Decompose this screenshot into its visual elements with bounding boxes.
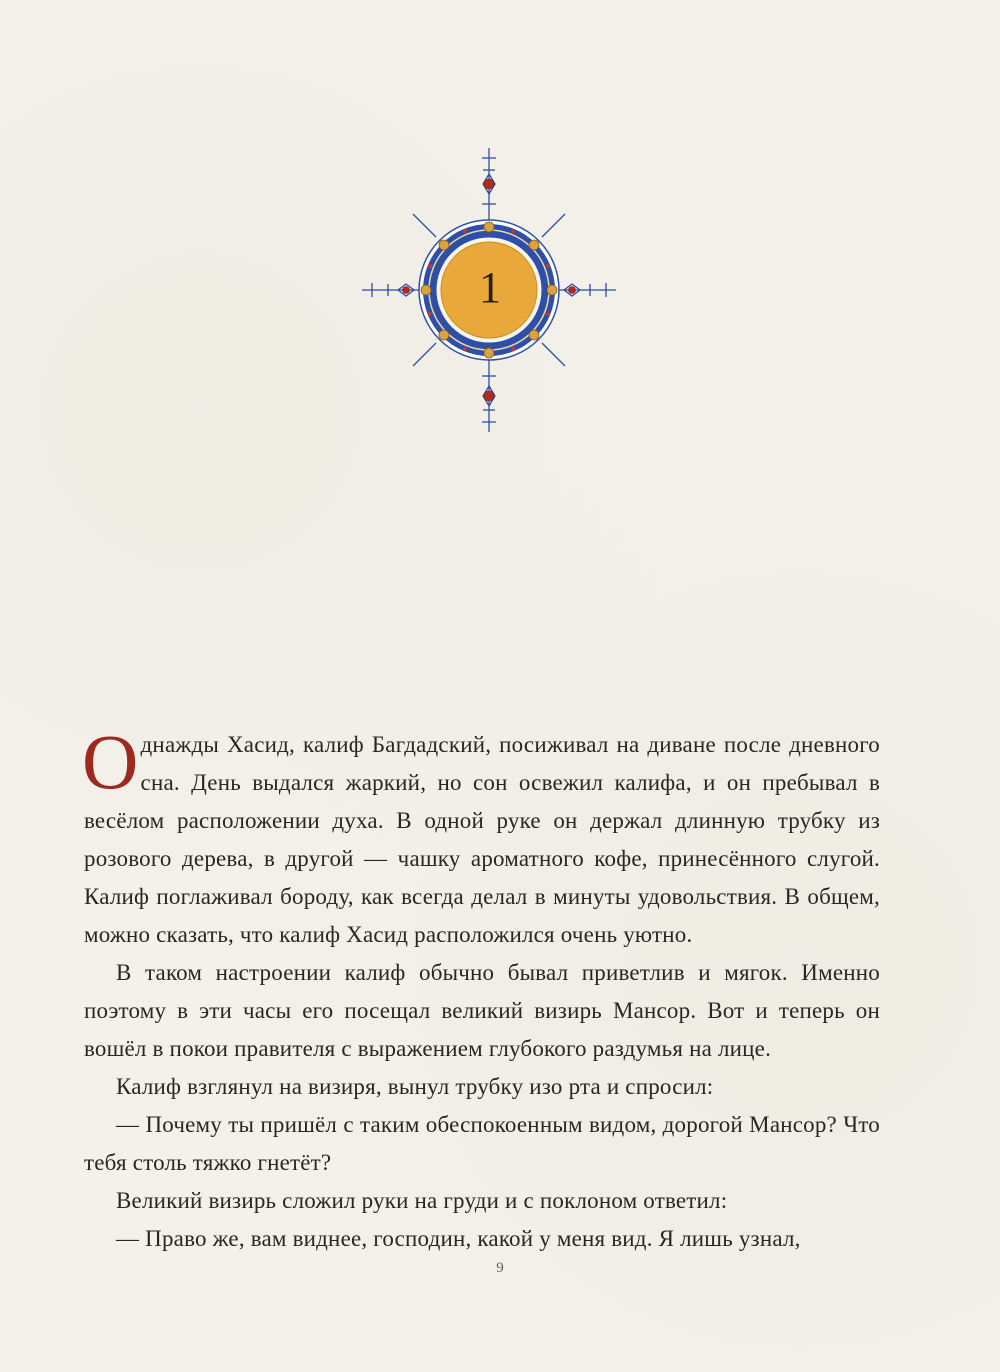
- paragraph: Калиф взглянул на визиря, вынул трубку изо рта и спросил:: [116, 1074, 714, 1099]
- paragraph-text: днажды Хасид, калиф Багдадский, посиживал на диване после дневного сна. День выдался жаркий, но сон освежил калифа, и он пребывал в весёлом расположении духа. В одной руке он держал длинную трубку из розового дерева, в другой — чашку ароматного кофе, принесённого слугой. Калиф поглаживал бороду, как всегда делал в минуты удовольствия. В общем, можно сказать, что калиф Хасид расположился очень уютно.: [84, 732, 880, 947]
- paragraph: — Почему ты пришёл с таким обеспокоенным видом, дорогой Мансор? Что тебя столь тяжко гнетёт?: [84, 1112, 880, 1175]
- body-text: [84, 700, 880, 1258]
- paragraph: Великий визирь сложил руки на груди и с поклоном ответил:: [116, 1188, 728, 1213]
- drop-cap: О: [82, 718, 139, 805]
- paragraph: — Право же, вам виднее, господин, какой у меня вид. Я лишь узнал,: [116, 1226, 801, 1251]
- paragraph: [84, 700, 880, 954]
- chapter-number: 1: [479, 263, 501, 312]
- page-number: 9: [496, 1260, 504, 1276]
- paragraph: В таком настроении калиф обычно бывал приветлив и мягок. Именно поэтому в эти часы его посещал великий визирь Мансор. Вот и теперь он вошёл в покои правителя с выражением глубокого раздумья на лице.: [84, 960, 880, 1061]
